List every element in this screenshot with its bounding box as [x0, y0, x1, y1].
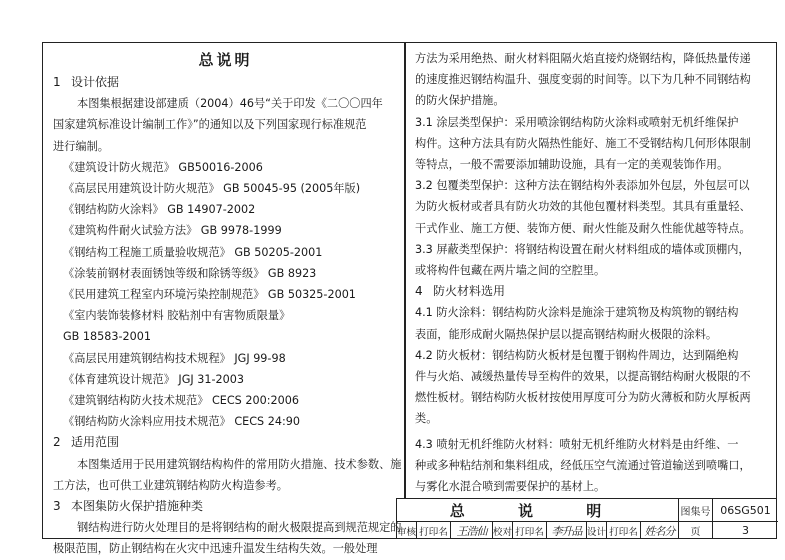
s3-text-line: 的速度推迟钢结构温升、强度变弱的时间等。以下为几种不同钢结构 — [415, 73, 751, 87]
page-label: 页 — [679, 522, 713, 539]
standard-item: 《高层民用建筑钢结构技术规程》 JGJ 99-98 — [63, 351, 286, 365]
s3-text-line: 钢结构进行防火处理目的是将钢结构的耐火极限提高到规范规定的 — [77, 521, 402, 535]
print-name-label: 打印名 — [417, 522, 451, 539]
s2-text-line: 工方法，也可供工业建筑钢结构防火构造参考。 — [53, 478, 288, 492]
signature-row — [397, 522, 679, 539]
standard-item: 《钢结构防火涂料》 GB 14907-2002 — [63, 203, 256, 217]
para-4-2-line: 燃性板材。钢结构防火板材按使用厚度可分为防火薄板和防火厚板两 — [415, 391, 751, 405]
para-3-2-line: 干式作业、施工方便、装饰方便、耐火性能及耐久性能优越等特点。 — [415, 221, 751, 235]
s2-text-line: 本图集适用于民用建筑钢结构构件的常用防火措施、技术参数、施 — [77, 457, 402, 471]
atlas-number: 06SG501 — [713, 499, 778, 522]
para-3-1-line: 构件。这种方法具有防火隔热性能好、施工不受钢结构几何形体限制 — [415, 136, 751, 150]
para-3-1-line: 等特点，一般不需要添加辅助设施，具有一定的美观装饰作用。 — [415, 158, 729, 172]
para-4-3-line: 种或多种粘结剂和集料组成，经低压空气流通过管道输送到喷嘴口， — [415, 458, 751, 472]
standard-item: 《建筑钢结构防火技术规范》 CECS 200:2006 — [63, 394, 299, 408]
s1-intro-line: 国家建筑标准设计编制工作》”的通知以及下列国家现行标准规范 — [53, 118, 367, 132]
section-2-heading: 2 适用范围 — [53, 435, 120, 450]
column-divider — [404, 42, 406, 498]
standard-item: 《高层民用建筑设计防火规范》 GB 50045-95 (2005年版) — [63, 182, 361, 196]
standard-item: 《建筑设计防火规范》 GB50016-2006 — [63, 160, 263, 174]
section-1-heading: 1 设计依据 — [53, 75, 120, 89]
s3-text-line: 的防火保护措施。 — [415, 94, 505, 108]
para-4-2-line: 件与火焰、减缓热量传导至构件的效果，以提高钢结构耐火极限的不 — [415, 370, 751, 384]
para-3-2-line: 3.2 包覆类型保护：这种方法在钢结构外表添加外包层，外包层可以 — [415, 179, 750, 193]
title-block-name: 总 说 明 — [397, 499, 679, 522]
page-title: 总说明 — [198, 51, 253, 69]
para-3-3-line: 或将构件包藏在两片墙之间的空腔里。 — [415, 264, 606, 278]
review-label: 审核 — [397, 522, 417, 539]
designer-signature: 姓名分 — [644, 524, 675, 538]
standard-item: GB 18583-2001 — [63, 330, 151, 344]
print-name-label: 打印名 — [513, 522, 547, 539]
para-3-2-line: 为防火板材或者具有防火功效的其他包覆材料类型。其具有重量轻、 — [415, 200, 751, 214]
section-4-heading: 4 防火材料选用 — [415, 284, 506, 299]
atlas-number-label: 图集号 — [679, 499, 713, 522]
standard-item: 《钢结构工程施工质量验收规范》 GB 50205-2001 — [63, 245, 323, 259]
checker-signature: 李升品 — [547, 522, 587, 539]
s3-text-line: 方法为采用绝热、耐火材料阻隔火焰直接灼烧钢结构，降低热量传递 — [415, 52, 751, 65]
para-4-1-line: 表面，能形成耐火隔热保护层以提高钢结构耐火极限的涂料。 — [415, 327, 718, 341]
reviewer-signature: 王浩仙 — [451, 522, 493, 539]
para-4-1-line: 4.1 防火涂料：钢结构防火涂料是施涂于建筑物及构筑物的钢结构 — [415, 306, 739, 320]
print-name-label: 打印名 — [607, 522, 641, 539]
s3-text-line: 极限范围，防止钢结构在火灾中迅速升温发生结构失效。一般处理 — [53, 542, 378, 556]
standard-item: 《涂装前钢材表面锈蚀等级和除锈等级》 GB 8923 — [63, 266, 317, 280]
left-column — [53, 48, 402, 560]
para-4-3-line: 4.3 喷射无机纤维防火材料：喷射无机纤维防火材料是由纤维、一 — [415, 437, 739, 451]
para-4-2-line: 4.2 防火板材：钢结构防火板材是包覆于钢构件周边，达到隔绝构 — [415, 348, 739, 362]
s1-intro-line: 本图集根据建设部建质（2004）46号“关于印发《二〇〇四年 — [77, 97, 383, 111]
para-3-3-line: 3.3 屏蔽类型保护：将钢结构设置在耐火材料组成的墙体或顶棚内， — [415, 242, 750, 256]
design-label: 设计 — [587, 522, 607, 539]
standard-item: 《室内装饰装修材料 胶粘剂中有害物质限量》 — [63, 309, 291, 323]
standard-item: 《钢结构防火涂料应用技术规范》 CECS 24:90 — [63, 415, 300, 429]
page-number: 3 — [742, 524, 749, 537]
standard-item: 《民用建筑工程室内环境污染控制规范》 GB 50325-2001 — [63, 288, 356, 302]
check-label: 校对 — [493, 522, 513, 539]
standard-item: 《体育建筑设计规范》 JGJ 31-2003 — [63, 372, 244, 386]
para-4-3-line: 与雾化水混合喷到需要保护的基材上。 — [415, 480, 606, 494]
para-4-2-line: 类。 — [415, 412, 438, 426]
right-column — [415, 48, 770, 497]
section-3-heading: 3 本图集防火保护措施种类 — [53, 499, 204, 514]
para-3-1-line: 3.1 涂层类型保护：采用喷涂钢结构防火涂料或喷射无机纤维保护 — [415, 115, 739, 129]
title-block — [396, 498, 777, 539]
standard-item: 《建筑构件耐火试验方法》 GB 9978-1999 — [63, 224, 282, 238]
s1-intro-line: 进行编制。 — [53, 139, 109, 153]
